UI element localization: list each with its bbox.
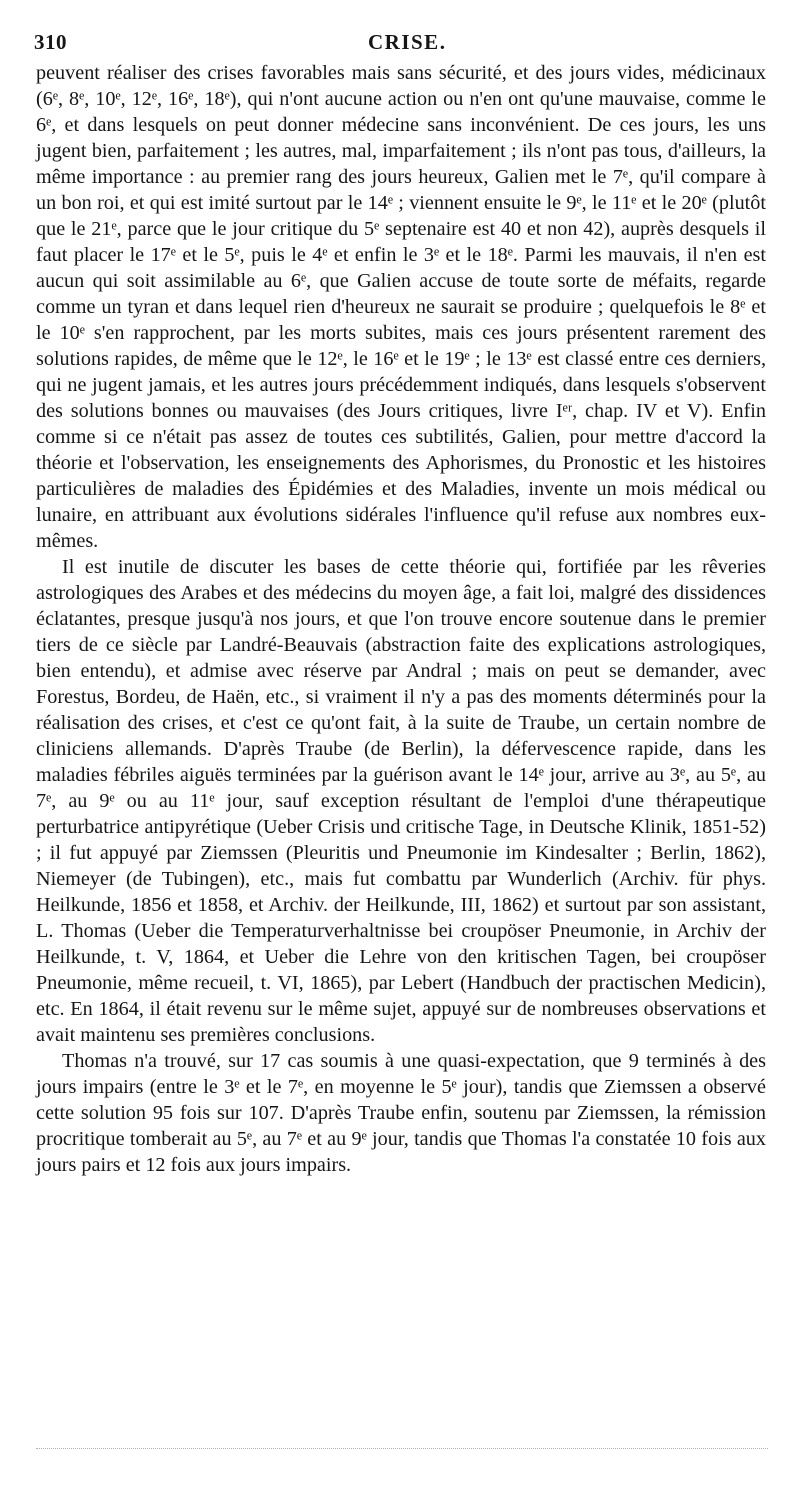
paragraph-galien-days: peuvent réaliser des crises favorables mais sans sécurité, et des jours vides, médicinaux (6ᵉ, 8ᵉ, 10ᵉ, 12ᵉ, 16ᵉ, 18ᵉ), qui n'ont aucune action ou n'en ont qu'une mauvaise, comme le 6ᵉ, et dans lesquels on peut donner médecine sans inconvénient. De ces jours, les uns jugent bien, parfaitement ; les autres, mal, imparfaitement ; ils n'ont pas tous, d'ailleurs, la même importance : au premier rang des jours heureux, Galien met le 7ᵉ, qu'il compare à un bon roi, et qui est imité surtout par le 14ᵉ ; viennent ensuite le 9ᵉ, le 11ᵉ et le 20ᵉ (plutôt que le 21ᵉ, parce que le jour critique du 5ᵉ septenaire est 40 et non 42), auprès desquels il faut placer le 17ᵉ et le 5ᵉ, puis le 4ᵉ et enfin le 3ᵉ et le 18ᵉ. Parmi les mauvais, il n'en est aucun qui soit assimilable au 6ᵉ, que Galien accuse de toute sorte de méfaits, regarde comme un tyran et dans lequel rien d'heureux ne saurait se produire ; quelquefois le 8ᵉ et le 10ᵉ s'en rapprochent, par les morts subites, mais ces jours présentent rarement des solutions rapides, de même que le 12ᵉ, le 16ᵉ et le 19ᵉ ; le 13ᵉ est classé entre ces derniers, qui ne jugent jamais, et les autres jours précédemment indiqués, dans lesquels s'observent des solutions bonnes ou mauvaises (des Jours critiques, livre Iᵉʳ, chap. IV et V). Enfin comme si ce n'était pas assez de toutes ces subtilités, Galien, pour mettre d'accord la théorie et l'observation, les enseignements des Aphorismes, du Pronostic et les histoires particulières de maladies des Épidémies et des Maladies, invente un mois médical ou lunaire, en attribuant aux évolutions sidérales l'influence qu'il refuse aux nombres eux-mêmes. (36, 62, 766, 552)
paragraph-thomas-observations: Thomas n'a trouvé, sur 17 cas soumis à une quasi-expectation, que 9 terminés à des jours impairs (entre le 3ᵉ et le 7ᵉ, en moyenne le 5ᵉ jour), tandis que Ziemssen a observé cette solution 95 fois sur 107. D'après Traube enfin, soutenu par Ziemssen, la rémission procritique tomberait au 5ᵉ, au 7ᵉ et au 9ᵉ jour, tandis que Thomas l'a constatée 10 fois aux jours pairs et 12 fois aux jours impairs. (36, 1050, 766, 1176)
page-header (34, 30, 772, 58)
body-text (36, 60, 766, 1178)
running-title: CRISE. (368, 30, 447, 54)
paragraph-theory-discussion: Il est inutile de discuter les bases de cette théorie qui, fortifiée par les rêveries astrologiques des Arabes et des médecins du moyen âge, a fait loi, malgré des dissidences éclatantes, presque jusqu'à nos jours, et que l'on trouve encore soutenue dans le premier tiers de ce siècle par Landré-Beauvais (abstraction faite des explications astrologiques, bien entendu), et admise avec réserve par Andral ; mais on peut se demander, avec Forestus, Bordeu, de Haën, etc., si vraiment il n'y a pas des moments déterminés pour la réalisation des crises, et c'est ce qu'ont fait, à la suite de Traube, un certain nombre de cliniciens allemands. D'après Traube (de Berlin), la défervescence rapide, dans les maladies fébriles aiguës terminées par la guérison avant le 14ᵉ jour, arrive au 3ᵉ, au 5ᵉ, au 7ᵉ, au 9ᵉ ou au 11ᵉ jour, sauf exception résultant de l'emploi d'une thérapeutique perturbatrice antipyrétique (Ueber Crisis und critische Tage, in Deutsche Klinik, 1851-52) ; il fut appuyé par Ziemssen (Pleuritis und Pneumonie im Kindesalter ; Berlin, 1862), Niemeyer (de Tubingen), etc., mais fut combattu par Wunderlich (Archiv. für phys. Heilkunde, 1856 et 1858, et Archiv. der Heilkunde, III, 1862) et surtout par son assistant, L. Thomas (Ueber die Temperaturverhaltnisse bei croupöser Pneumonie, in Archiv der Heilkunde, t. V, 1864, et Ueber die Lehre von den kritischen Tagen, bei croupöser Pneumonie, même recueil, t. VI, 1865), par Lebert (Handbuch der practischen Medicin), etc. En 1864, il était revenu sur le même sujet, appuyé sur de nombreuses observations et avait maintenu ses premières conclusions. (36, 556, 766, 1046)
page-number: 310 (34, 30, 67, 54)
footer-rule (36, 1448, 768, 1449)
